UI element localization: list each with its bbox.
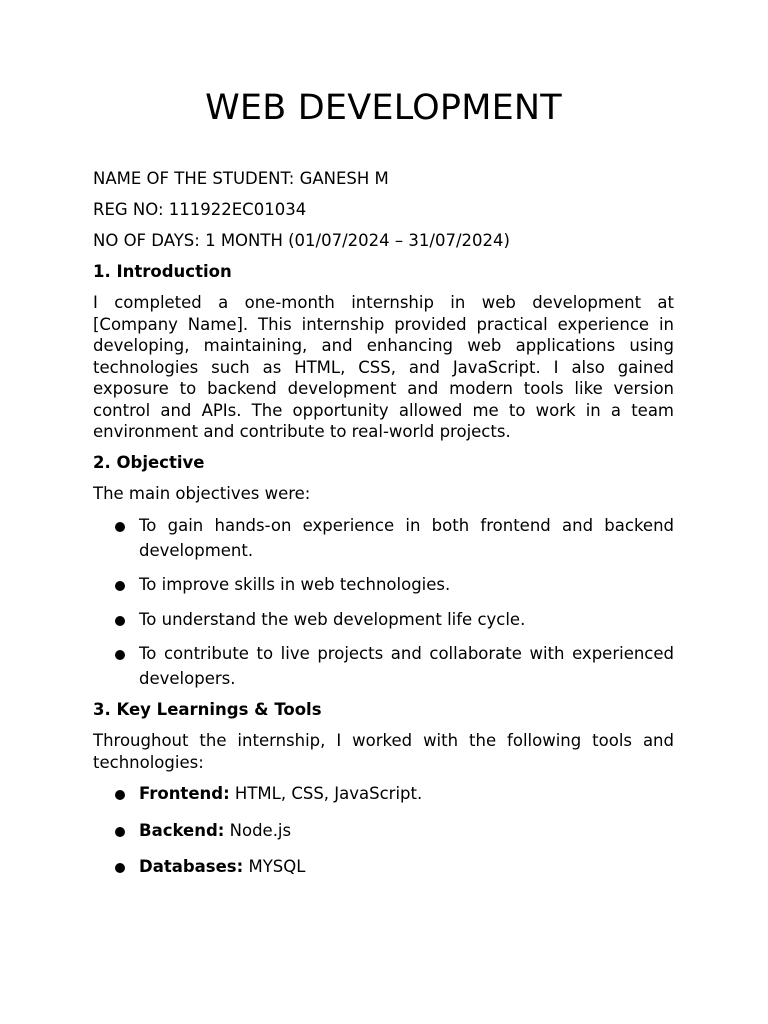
tool-category-label: Databases: xyxy=(139,857,244,876)
tool-category-value: HTML, CSS, JavaScript. xyxy=(234,784,423,803)
objective-text: To gain hands-on experience in both frontend and backend development. xyxy=(139,516,674,560)
bullet-dot-icon xyxy=(115,522,125,532)
introduction-paragraph: I completed a one-month internship in web development at [Company Name]. This internship provided practical experience in developing, maintaining, and enhancing web applications using technologies such as HTML, CSS, and JavaScript. I also gained exposure to backend development and modern tools like version control and APIs. The opportunity allowed me to work in a team environment and contribute to real-world projects. xyxy=(93,293,674,441)
bullet-dot-icon xyxy=(115,827,125,837)
bullet-dot-icon xyxy=(115,581,125,591)
list-item xyxy=(93,608,674,633)
objective-intro: The main objectives were: xyxy=(93,483,311,503)
list-item xyxy=(93,514,674,563)
bullet-dot-icon xyxy=(115,863,125,873)
objective-heading: 2. Objective xyxy=(93,452,205,472)
objectives-list xyxy=(93,514,674,691)
registration-number-line: REG NO: 111922EC01034 xyxy=(93,200,307,219)
internship-duration-line: NO OF DAYS: 1 MONTH (01/07/2024 – 31/07/2024) xyxy=(93,231,510,250)
list-item xyxy=(93,573,674,598)
bullet-dot-icon xyxy=(115,790,125,800)
tools-list xyxy=(93,782,674,880)
introduction-heading: 1. Introduction xyxy=(93,262,232,281)
key-learnings-intro: Throughout the internship, I worked with the following tools and technologies: xyxy=(93,731,674,772)
bullet-dot-icon xyxy=(115,616,125,626)
bullet-dot-icon xyxy=(115,650,125,660)
tool-category-label: Frontend: xyxy=(139,784,230,803)
tool-category-label: Backend: xyxy=(139,820,225,840)
document-page xyxy=(93,0,674,880)
tool-category-value: Node.js xyxy=(229,820,292,840)
list-item xyxy=(93,855,674,880)
objective-text: To understand the web development life cycle. xyxy=(139,609,526,629)
list-item xyxy=(93,819,674,844)
tool-category-value: MYSQL xyxy=(248,857,306,876)
list-item xyxy=(93,782,674,807)
student-name-line: NAME OF THE STUDENT: GANESH M xyxy=(93,169,389,188)
objective-text: To improve skills in web technologies. xyxy=(139,575,451,594)
document-title: WEB DEVELOPMENT xyxy=(205,88,562,128)
objective-text: To contribute to live projects and collaborate with experienced developers. xyxy=(139,644,674,688)
key-learnings-heading: 3. Key Learnings & Tools xyxy=(93,700,322,719)
list-item xyxy=(93,642,674,691)
